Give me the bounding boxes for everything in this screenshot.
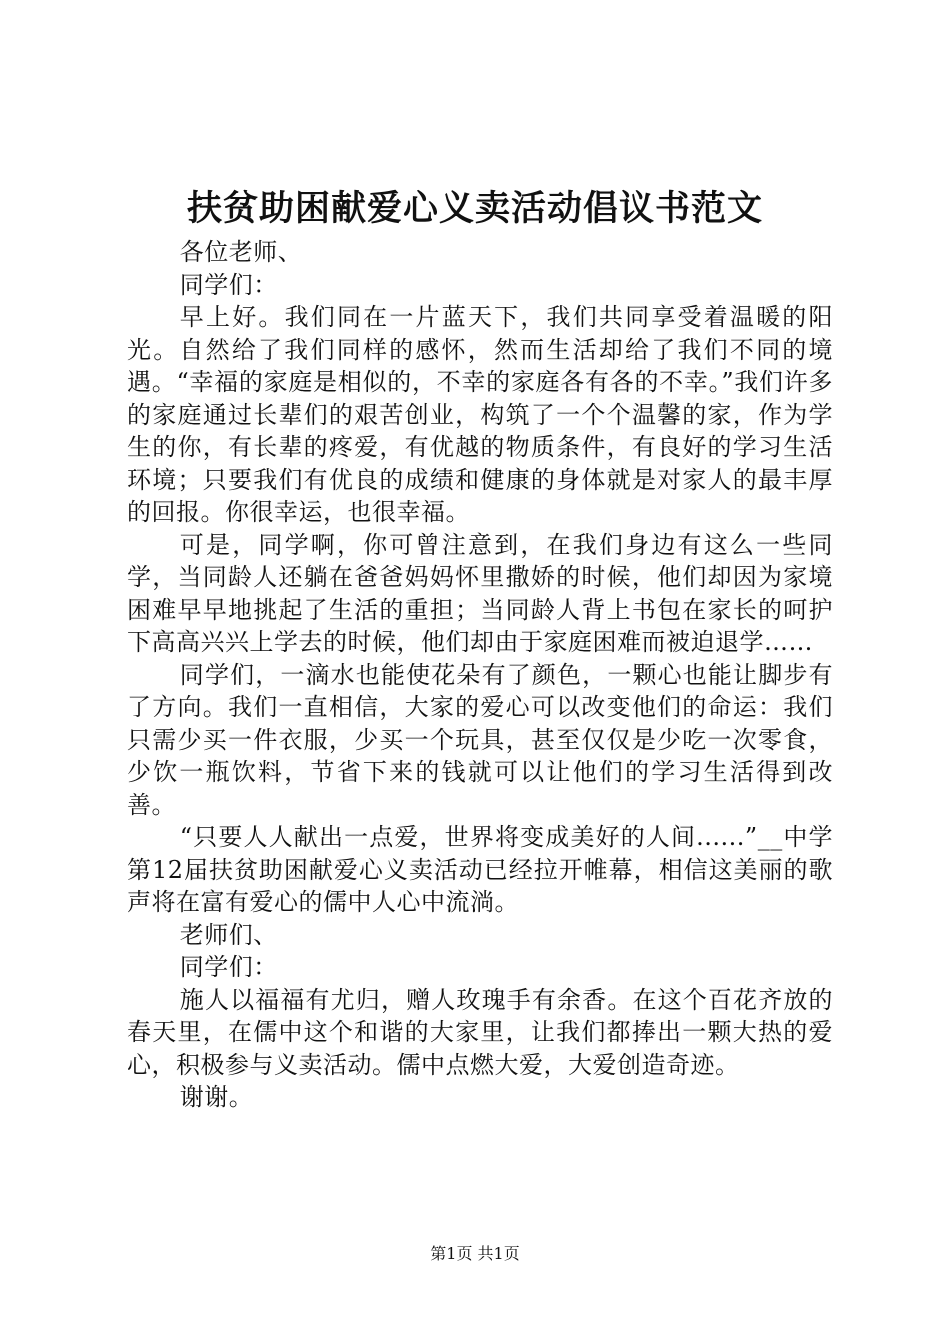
document-body	[127, 236, 833, 1114]
salutation-students: 同学们：	[179, 270, 278, 299]
salutation-teachers: 各位老师、	[179, 238, 303, 266]
paragraph-hardship: 可是，同学啊，你可曾注意到，在我们身边有这么一些同学，当同龄人还躺在爸爸妈妈怀里撒娇的时候，他们却因为家境困难早早地挑起了生活的重担；当同龄人背上书包在家长的呵护下高高兴兴上学去的时候，他们却由于家庭困难而被迫退学……	[127, 530, 833, 656]
paragraph-appeal: 同学们，一滴水也能使花朵有了颜色，一颗心也能让脚步有了方向。我们一直相信，大家的爱心可以改变他们的命运：我们只需少买一件衣服，少买一个玩具，甚至仅仅是少吃一次零食，少饮一瓶饮料，节省下来的钱就可以让他们的学习生活得到改善。	[127, 660, 833, 819]
page-total: 共1页	[477, 1244, 520, 1263]
paragraph-event: “只要人人献出一点爱，世界将变成美好的人间......”__中学第12届扶贫助困献爱心义卖活动已经拉开帷幕，相信这美丽的歌声将在富有爱心的儒中人心中流淌。	[127, 823, 833, 916]
paragraph-greeting: 早上好。我们同在一片蓝天下，我们共同享受着温暖的阳光。自然给了我们同样的感怀，然而生活却给了我们不同的境遇。“幸福的家庭是相似的，不幸的家庭各有各的不幸。”我们许多的家庭通过长辈们的艰苦创业，构筑了一个个温馨的家，作为学生的你，有长辈的疼爱，有优越的物质条件，有良好的学习生活环境；只要我们有优良的成绩和健康的身体就是对家人的最丰厚的回报。你很幸运，也很幸福。	[127, 303, 833, 526]
paragraph-call-to-action: 施人以福福有尤归，赠人玫瑰手有余香。在这个百花齐放的春天里，在儒中这个和谐的大家里，让我们都捧出一颗大热的爱心，积极参与义卖活动。儒中点燃大爱，大爱创造奇迹。	[127, 985, 833, 1079]
page-footer	[0, 1244, 950, 1264]
closing-thanks: 谢谢。	[179, 1083, 254, 1111]
page-number: 第1页	[430, 1244, 473, 1263]
salutation-teachers-closing: 老师们、	[179, 920, 278, 949]
document-title: 扶贫助困献爱心义卖活动倡议书范文	[186, 188, 763, 229]
salutation-students-closing: 同学们：	[179, 953, 278, 981]
